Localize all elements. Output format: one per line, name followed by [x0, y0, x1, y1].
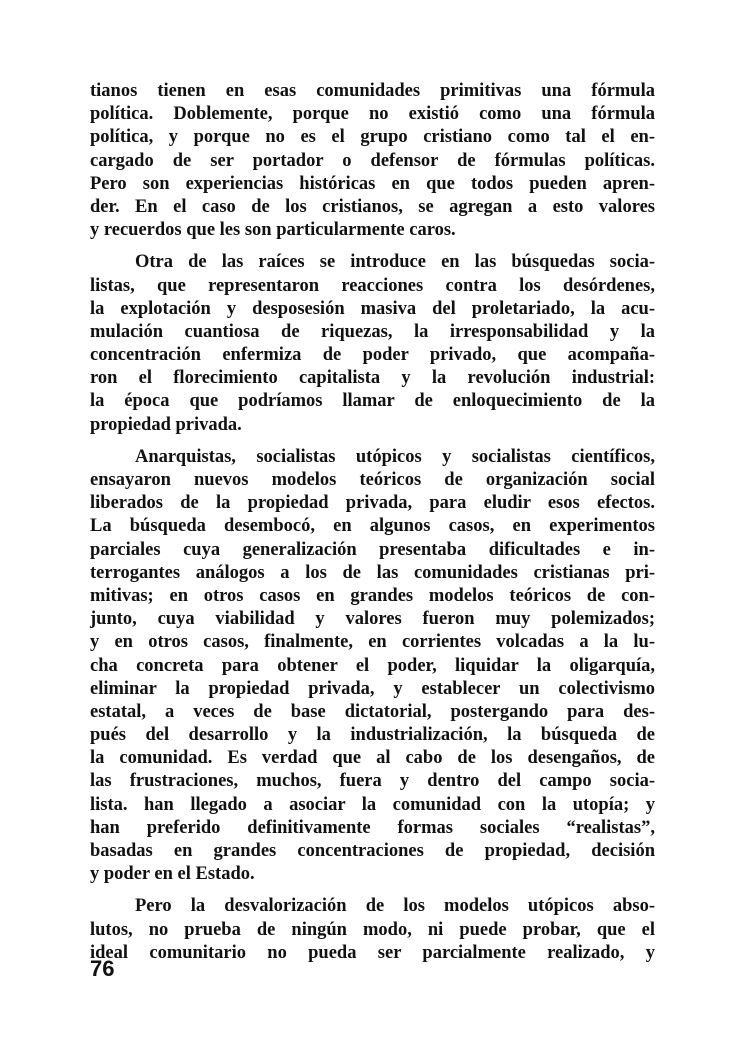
text-line: La búsqueda desembocó, en algunos casos, en experimentos	[90, 516, 655, 537]
text-line: ideal comunitario no pueda ser parcialmente realizado, y	[90, 942, 655, 963]
text-line: listas, que representaron reacciones contra los desórdenes,	[90, 275, 655, 296]
paragraph	[90, 895, 655, 965]
text-line: Otra de las raíces se introduce en las búsquedas socia-	[135, 252, 655, 273]
text-line: las frustraciones, muchos, fuera y dentro del campo socia-	[90, 771, 655, 792]
text-line: y recuerdos que les son particularmente caros.	[90, 220, 456, 241]
text-line: la época que podríamos llamar de enloquecimiento de la	[90, 391, 655, 412]
text-line: cha concreta para obtener el poder, liquidar la oligarquía,	[90, 655, 655, 676]
text-line: parciales cuya generalización presentaba dificultades e in-	[90, 539, 655, 560]
paragraph-gap	[90, 886, 655, 895]
text-line: tianos tienen en esas comunidades primitivas una fórmula	[90, 81, 655, 101]
text-line: política, y porque no es el grupo cristiano como tal el en-	[90, 127, 655, 148]
text-line: pués del desarrollo y la industrialización, la búsqueda de	[90, 725, 655, 746]
text-line: basadas en grandes concentraciones de propiedad, decisión	[90, 841, 655, 861]
text-line: han preferido definitivamente formas sociales “realistas”,	[90, 817, 655, 838]
text-line: estatal, a veces de base dictatorial, postergando para des-	[90, 701, 655, 722]
text-line: y poder en el Estado.	[90, 864, 255, 885]
text-line: cargado de ser portador o defensor de fórmulas políticas.	[90, 150, 655, 171]
text-line: mitivas; en otros casos en grandes modelos teóricos de con-	[90, 585, 655, 606]
text-line: política. Doblemente, porque no existió como una fórmula	[90, 104, 655, 125]
page-number: 76	[90, 956, 115, 981]
text-line: lista. han llegado a asociar la comunidad con la utopía; y	[90, 794, 655, 815]
text-line: terrogantes análogos a los de las comunidades cristianas pri-	[90, 562, 655, 583]
text-line: la explotación y desposesión masiva del proletariado, la acu-	[90, 298, 655, 319]
text-line: eliminar la propiedad privada, y establecer un colectivismo	[90, 678, 655, 699]
paragraph	[90, 80, 655, 242]
body-text	[90, 80, 655, 965]
paragraph	[90, 251, 655, 437]
text-line: Anarquistas, socialistas utópicos y socialistas científicos,	[135, 446, 655, 467]
text-line: Pero son experiencias históricas en que todos pueden apren-	[90, 173, 655, 194]
text-line: liberados de la propiedad privada, para eludir esos efectos.	[90, 493, 655, 514]
text-line: propiedad privada.	[90, 414, 242, 435]
text-line: y en otros casos, finalmente, en corrientes volcadas a la lu-	[90, 632, 655, 653]
text-line: Pero la desvalorización de los modelos utópicos abso-	[135, 896, 655, 917]
text-line: ron el florecimiento capitalista y la revolución industrial:	[90, 368, 655, 389]
text-line: mulación cuantiosa de riquezas, la irresponsabilidad y la	[90, 321, 655, 342]
paragraph-gap	[90, 437, 655, 446]
text-line: der. En el caso de los cristianos, se agregan a esto valores	[90, 196, 655, 217]
text-line: concentración enfermiza de poder privado, que acompaña-	[90, 345, 655, 366]
text-line: la comunidad. Es verdad que al cabo de los desengaños, de	[90, 748, 655, 769]
text-line: ensayaron nuevos modelos teóricos de organización social	[90, 470, 655, 490]
paragraph	[90, 446, 655, 887]
text-line: junto, cuya viabilidad y valores fueron muy polemizados;	[90, 609, 655, 630]
text-line: lutos, no prueba de ningún modo, ni puede probar, que el	[90, 919, 655, 940]
paragraph-gap	[90, 242, 655, 251]
